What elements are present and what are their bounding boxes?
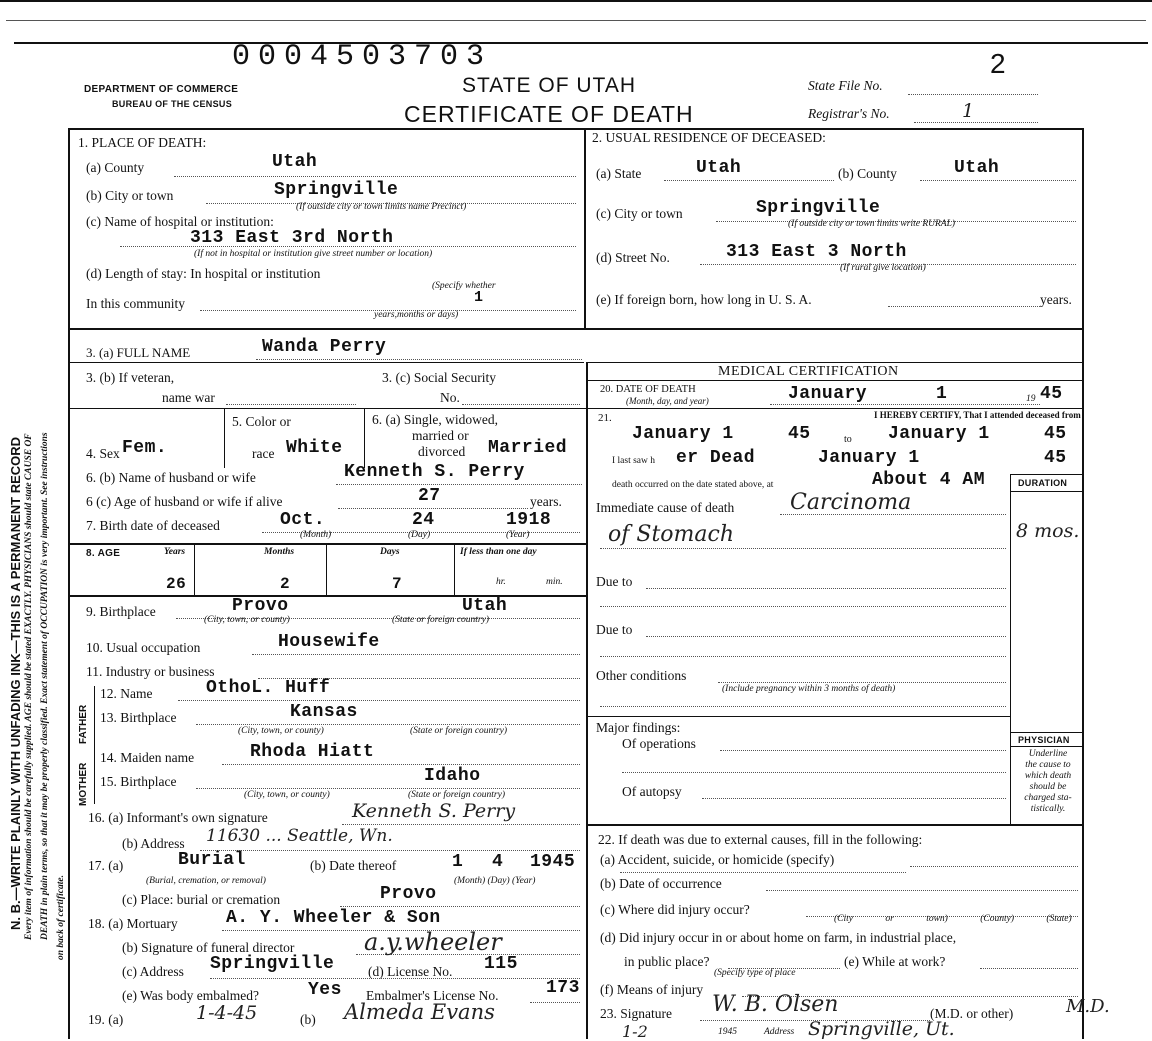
father-bp-label: 13. Birthplace — [100, 710, 177, 725]
res-county-label: (b) County — [838, 166, 897, 181]
father-bp-note2: (State or foreign country) — [410, 726, 508, 736]
race-value: White — [286, 438, 343, 458]
last-saw-date: January 1 — [818, 448, 920, 468]
birthplace-label: 9. Birthplace — [86, 604, 156, 619]
death-city: Springville — [274, 180, 399, 200]
death-time: About 4 AM — [872, 470, 986, 490]
burial-place-label: (c) Place: burial or cremation — [122, 892, 281, 907]
birth-month: Oct. — [280, 510, 326, 530]
age-label: 8. AGE — [86, 548, 121, 559]
place-heading: 1. PLACE OF DEATH: — [78, 135, 207, 150]
physician-note-line: which death — [1024, 771, 1072, 781]
res-street-note: (If rural give location) — [840, 263, 926, 273]
side-notice: N. B.—WRITE PLAINLY WITH UNFADING INK—THIS IS A PERMANENT RECORD — [8, 436, 23, 930]
age-months-h: Months — [264, 547, 295, 557]
received-label: 19. (a) — [88, 1012, 124, 1027]
stay-label: (d) Length of stay: In hospital or institution — [86, 266, 321, 281]
immediate-cause-2: of Stomach — [608, 522, 735, 547]
disposal-value: Burial — [178, 850, 246, 870]
community-value: 1 — [474, 289, 484, 306]
fd-sig-label: (b) Signature of funeral director — [122, 940, 295, 955]
fd-signature: a.y.wheeler — [364, 928, 502, 956]
age-hr: hr. — [496, 577, 506, 587]
dod-label-2: (Month, day, and year) — [626, 396, 709, 406]
certify-text: I HEREBY CERTIFY, That I attended deceased from — [874, 410, 1081, 420]
md-label: (M.D. or other) — [930, 1006, 1014, 1021]
embalmed-value: Yes — [308, 980, 342, 1000]
physician-note-line: charged sta- — [1024, 793, 1072, 803]
mother-bp-label: 15. Birthplace — [100, 774, 177, 789]
birth-label: 7. Birth date of deceased — [86, 518, 220, 533]
dod-label-1: 20. DATE OF DEATH — [600, 384, 696, 395]
external-heading: 22. If death was due to external causes, fill in the following: — [598, 832, 923, 847]
res-county: Utah — [954, 158, 1000, 178]
marital-label-2: married or — [412, 428, 469, 443]
war-label: name war — [162, 390, 215, 405]
certificate-title: CERTIFICATE OF DEATH — [404, 101, 694, 127]
physician-note-line: tistically. — [1030, 804, 1066, 814]
mother-bp: Idaho — [424, 766, 481, 786]
to-word: to — [844, 434, 852, 445]
birth-month-note: (Month) — [300, 530, 332, 540]
dod-month: January — [788, 384, 868, 404]
last-saw: er Dead — [676, 448, 756, 468]
age-days-h: Days — [380, 547, 400, 557]
immediate-cause: Carcinoma — [790, 490, 912, 515]
death-county-label: (a) County — [86, 160, 145, 175]
burial-year: 1945 — [530, 852, 576, 872]
community-label: In this community — [86, 296, 185, 311]
due-to-2: Due to — [596, 622, 633, 637]
operations-label: Of operations — [622, 736, 696, 751]
signature-label: 23. Signature — [600, 1006, 672, 1021]
dept-label: DEPARTMENT OF COMMERCE — [84, 84, 239, 95]
date-thereof-label: (b) Date thereof — [310, 858, 397, 873]
bureau-label: BUREAU OF THE CENSUS — [112, 99, 233, 109]
signature-year: 1945 — [718, 1027, 737, 1037]
external-b: (b) Date of occurrence — [600, 876, 722, 891]
certify-num: 21. — [598, 412, 612, 424]
physician-signature: W. B. Olsen — [712, 992, 839, 1017]
death-county: Utah — [272, 152, 318, 172]
age-days: 7 — [392, 575, 403, 593]
sex-label: 4. Sex — [86, 446, 120, 461]
autopsy-label: Of autopsy — [622, 784, 682, 799]
res-city-note: (If outside city or town limits write RURAL) — [788, 219, 956, 229]
res-street: 313 East 3 North — [726, 242, 907, 262]
father-name: OthoL. Huff — [206, 678, 331, 698]
embalmer-number: 173 — [546, 978, 580, 998]
units-note: years,months or days) — [374, 310, 459, 320]
mother-name: Rhoda Hiatt — [250, 742, 375, 762]
state-number: 2 — [990, 48, 1006, 79]
race-label: race — [252, 446, 275, 461]
birth-day: 24 — [412, 510, 435, 530]
external-c-note: (City or town) (County) (State) — [834, 914, 1072, 924]
license-value: 115 — [484, 954, 518, 974]
age-less-h: If less than one day — [460, 547, 537, 557]
serial-number: 0004503703 — [232, 40, 493, 74]
age-min: min. — [546, 577, 563, 587]
husband-age-label: 6 (c) Age of husband or wife if alive — [86, 494, 283, 509]
death-city-note: (If outside city or town limits name Precinct) — [296, 202, 467, 212]
res-state: Utah — [696, 158, 742, 178]
registrar-number: 1 — [962, 100, 975, 122]
physician-note-line: the cause to — [1025, 760, 1071, 770]
res-street-label: (d) Street No. — [596, 250, 670, 265]
burial-day: 4 — [492, 852, 504, 872]
mortuary-label: 18. (a) Mortuary — [88, 916, 178, 931]
registrar-signature: Almeda Evans — [344, 1000, 495, 1024]
occupation: Housewife — [278, 632, 380, 652]
registrar-label: Registrar's No. — [808, 106, 890, 121]
birth-day-note: (Day) — [408, 530, 431, 540]
age-years-h: Years — [164, 547, 186, 557]
hospital-value: 313 East 3rd North — [190, 228, 394, 248]
death-city-label: (b) City or town — [86, 188, 174, 203]
dod-year: 45 — [1040, 384, 1063, 404]
duration-value: 8 mos. — [1016, 520, 1080, 542]
birthplace-city: Provo — [232, 596, 289, 616]
physician-note — [1014, 749, 1082, 815]
received-date: 1-4-45 — [196, 1002, 258, 1024]
other-note: (Include pregnancy within 3 months of death) — [722, 684, 896, 694]
external-a: (a) Accident, suicide, or homicide (specify) — [600, 852, 835, 867]
external-f: (f) Means of injury — [600, 982, 704, 997]
last-saw-year: 45 — [1044, 448, 1067, 468]
industry-label: 11. Industry or business — [86, 664, 215, 679]
husband-label: 6. (b) Name of husband or wife — [86, 470, 256, 485]
dod-day: 1 — [936, 384, 948, 404]
full-name-label: 3. (a) FULL NAME — [86, 345, 191, 360]
res-state-label: (a) State — [596, 166, 642, 181]
due-to-1: Due to — [596, 574, 633, 589]
embalmer-label: Embalmer's License No. — [366, 988, 499, 1003]
duration-label: DURATION — [1018, 478, 1068, 488]
state-file-label: State File No. — [808, 78, 883, 93]
birth-year-note: (Year) — [506, 530, 530, 540]
mother-bp-note2: (State or foreign country) — [408, 790, 506, 800]
veteran-label: 3. (b) If veteran, — [86, 370, 175, 385]
attended-from: January 1 — [632, 424, 734, 444]
marital-label-1: 6. (a) Single, widowed, — [372, 412, 498, 427]
informant-address-label: (b) Address — [122, 836, 185, 851]
physician-note-line: Underline — [1028, 749, 1068, 759]
md-hand: M.D. — [1066, 996, 1110, 1017]
father-side-label: FATHER — [78, 704, 89, 744]
mortuary-name: A. Y. Wheeler & Son — [226, 908, 441, 928]
res-city-label: (c) City or town — [596, 206, 683, 221]
medical-heading: MEDICAL CERTIFICATION — [718, 364, 899, 379]
side-instructions-3: on back of certificate. — [56, 875, 66, 960]
specify-note: (Specify whether — [432, 281, 496, 291]
father-name-label: 12. Name — [100, 686, 153, 701]
hospital-label: (c) Name of hospital or institution: — [86, 214, 274, 229]
major-label: Major findings: — [596, 720, 681, 735]
side-instructions-1: Every item of information should be carefully supplied. AGE should be stated EXACTLY. PHYSICIANS should state CAUSE OF — [24, 433, 34, 940]
signature-date: 1-2 — [622, 1022, 648, 1041]
license-label: (d) License No. — [368, 964, 453, 979]
mother-name-label: 14. Maiden name — [100, 750, 195, 765]
burial-place: Provo — [380, 884, 437, 904]
attended-from-year: 45 — [788, 424, 811, 444]
external-e: (e) While at work? — [844, 954, 946, 969]
physician-note-line: should be — [1029, 782, 1067, 792]
color-label: 5. Color or — [232, 414, 291, 429]
signature-address-label: Address — [764, 1027, 795, 1037]
mort-address-label: (c) Address — [122, 964, 184, 979]
attended-to: January 1 — [888, 424, 990, 444]
disposal-note: (Burial, cremation, or removal) — [146, 876, 266, 886]
mother-side-label: MOTHER — [78, 762, 89, 806]
foreign-label: (e) If foreign born, how long in U. S. A. — [596, 292, 812, 307]
death-occurred-label: death occurred on the date stated above, at — [612, 480, 774, 490]
age-years: 26 — [166, 575, 187, 593]
husband-name: Kenneth S. Perry — [344, 462, 525, 482]
residence-heading: 2. USUAL RESIDENCE OF DECEASED: — [592, 130, 826, 145]
ss-no: No. — [440, 390, 460, 405]
occupation-label: 10. Usual occupation — [86, 640, 201, 655]
foreign-years: years. — [1040, 292, 1072, 307]
state-title: STATE OF UTAH — [462, 74, 636, 97]
hospital-note: (If not in hospital or institution give street number or location) — [194, 249, 433, 259]
full-name: Wanda Perry — [262, 337, 387, 357]
external-d2: in public place? — [624, 954, 710, 969]
birthplace-state: Utah — [462, 596, 508, 616]
marital-label-3: divorced — [418, 444, 466, 459]
immediate-label: Immediate cause of death — [596, 500, 735, 515]
registrar-sig-label: (b) — [300, 1012, 316, 1027]
bp-city-note: (City, town, or county) — [204, 615, 290, 625]
ss-label: 3. (c) Social Security — [382, 370, 496, 385]
father-bp-note1: (City, town, or county) — [238, 726, 324, 736]
other-label: Other conditions — [596, 668, 687, 683]
disposal-label: 17. (a) — [88, 858, 124, 873]
bp-state-note: (State or foreign country) — [392, 615, 490, 625]
external-d: (d) Did injury occur in or about home on farm, in industrial place, — [600, 930, 957, 945]
side-instructions-2: DEATH in plain terms, so that it may be properly classified. Exact statement of OCCUPATION is very important. See instructions — [40, 432, 50, 940]
informant-signature: Kenneth S. Perry — [352, 800, 516, 822]
husband-age-years: years. — [530, 494, 562, 509]
dod-century: 19 — [1026, 394, 1036, 404]
burial-month: 1 — [452, 852, 464, 872]
birth-year: 1918 — [506, 510, 552, 530]
informant-address: 11630 ... Seattle, Wn. — [206, 826, 393, 846]
res-city: Springville — [756, 198, 881, 218]
sex-value: Fem. — [122, 438, 168, 458]
husband-age: 27 — [418, 486, 441, 506]
age-months: 2 — [280, 575, 291, 593]
external-c: (c) Where did injury occur? — [600, 902, 750, 917]
attended-to-year: 45 — [1044, 424, 1067, 444]
father-bp: Kansas — [290, 702, 358, 722]
physician-label: PHYSICIAN — [1018, 735, 1070, 745]
last-saw-label: I last saw h — [612, 456, 656, 466]
mort-address: Springville — [210, 954, 335, 974]
informant-label: 16. (a) Informant's own signature — [88, 810, 268, 825]
marital-value: Married — [488, 438, 568, 458]
mother-bp-note1: (City, town, or county) — [244, 790, 330, 800]
signature-address: Springville, Ut. — [808, 1018, 955, 1040]
external-d-note: (Specify type of place — [714, 968, 796, 978]
embalmed-label: (e) Was body embalmed? — [122, 988, 259, 1003]
burial-mdy-note: (Month) (Day) (Year) — [454, 876, 536, 886]
